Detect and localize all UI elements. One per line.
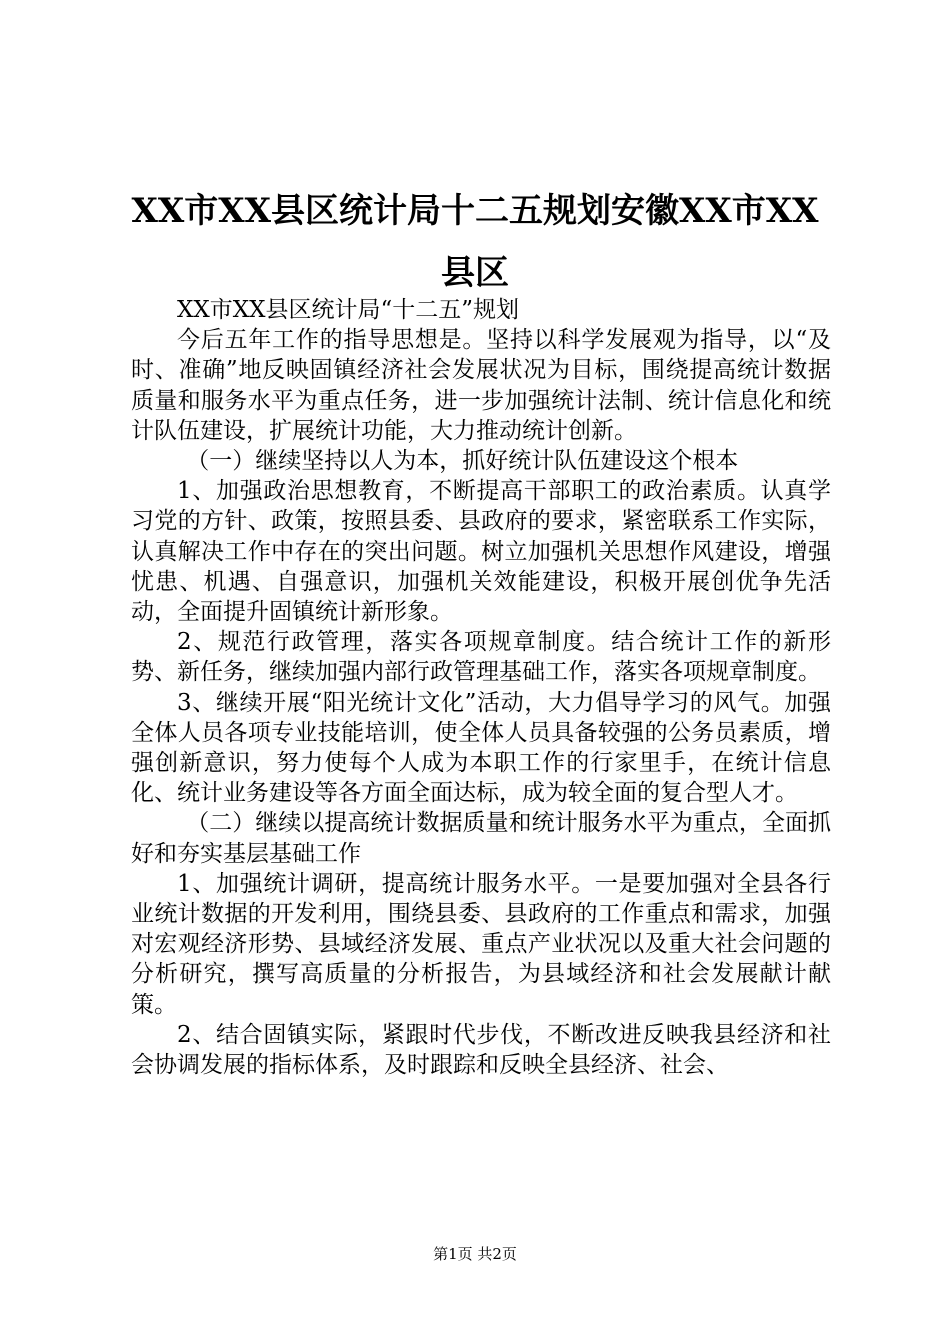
document-body: [131, 295, 831, 1080]
body-paragraph: 3、继续开展“阳光统计文化”活动，大力倡导学习的风气。加强全体人员各项专业技能培训，使全体人员具备较强的公务员素质，增强创新意识，努力使每个人成为本职工作的行家里手，在统计信息化、统计业务建设等各方面全面达标，成为较全面的复合型人才。: [131, 689, 831, 807]
section-heading: （一）继续坚持以人为本，抓好统计队伍建设这个根本: [186, 448, 739, 475]
section-heading: （二）继续以提高统计数据质量和统计服务水平为重点，全面抓好和夯实基层基础工作: [131, 810, 831, 867]
document-title: XX市XX县区统计局十二五规划安徽XX市XX县区: [131, 191, 819, 293]
body-paragraph: 1、加强统计调研，提高统计服务水平。一是要加强对全县各行业统计数据的开发利用，围绕县委、县政府的工作重点和需求，加强对宏观经济形势、县域经济发展、重点产业状况以及重大社会问题的分析研究，撰写高质量的分析报告，为县域经济和社会发展献计献策。: [131, 870, 831, 1018]
body-paragraph: 1、加强政治思想教育，不断提高干部职工的政治素质。认真学习党的方针、政策，按照县委、县政府的要求，紧密联系工作实际，认真解决工作中存在的突出问题。树立加强机关思想作风建设，增强忧患、机遇、自强意识，加强机关效能建设，积极开展创优争先活动，全面提升固镇统计新形象。: [131, 478, 831, 626]
body-paragraph: 2、结合固镇实际，紧跟时代步伐，不断改进反映我县经济和社会协调发展的指标体系，及时跟踪和反映全县经济、社会、: [131, 1021, 831, 1079]
body-paragraph: 2、规范行政管理，落实各项规章制度。结合统计工作的新形势、新任务，继续加强内部行政管理基础工作，落实各项规章制度。: [131, 629, 831, 686]
page-footer: 第1页 共2页: [433, 1245, 517, 1263]
body-paragraph: 今后五年工作的指导思想是。坚持以科学发展观为指导，以“及时、准确”地反映固镇经济社会发展状况为目标，围绕提高统计数据质量和服务水平为重点任务，进一步加强统计法制、统计信息化和统计队伍建设，扩展统计功能，大力推动统计创新。: [131, 327, 831, 444]
subtitle-paragraph: XX市XX县区统计局“十二五”规划: [177, 297, 520, 323]
